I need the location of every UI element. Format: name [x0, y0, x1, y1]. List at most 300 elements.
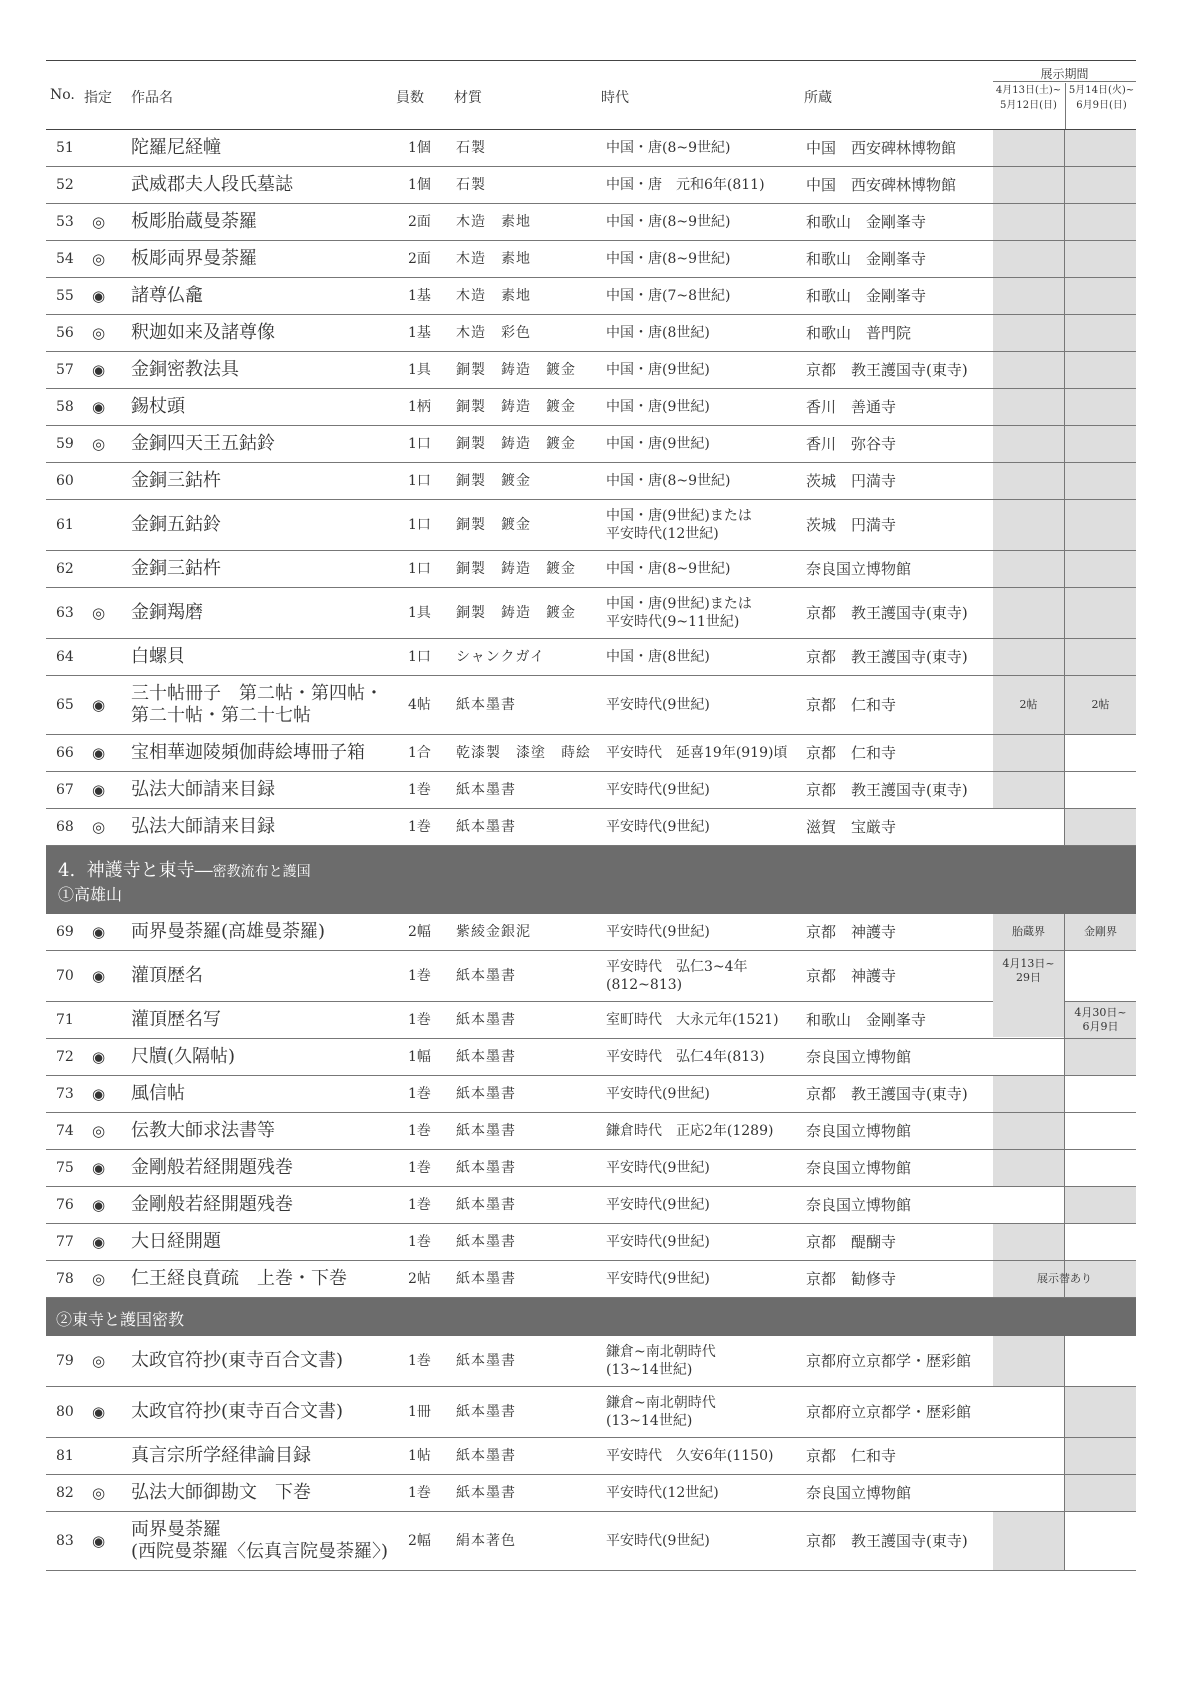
table-row — [46, 588, 1136, 639]
item-title: 宝相華迦陵頻伽蒔絵塼冊子箱 — [131, 742, 365, 763]
table-row — [46, 1002, 1136, 1039]
item-number: 55 — [56, 288, 74, 304]
item-number: 70 — [56, 968, 74, 984]
subsection-toji — [46, 1298, 1136, 1336]
item-owner: 京都 教王護国寺(東寺) — [806, 648, 968, 666]
item-quantity: 1巻 — [408, 1234, 431, 1250]
designation-mark: ◎ — [92, 604, 106, 622]
display-shading — [1065, 1475, 1136, 1511]
item-period: 中国・唐(9世紀)または 平安時代(12世紀) — [606, 508, 752, 542]
item-quantity: 1口 — [408, 436, 431, 452]
item-title: 弘法大師御勘文 下巻 — [131, 1482, 311, 1503]
display-shading — [993, 1150, 1064, 1186]
designation-mark: ◎ — [92, 1270, 106, 1288]
item-title: 釈迦如来及諸尊像 — [131, 322, 275, 343]
item-owner: 奈良国立博物館 — [806, 1159, 912, 1177]
table-row — [46, 1187, 1136, 1224]
table-row — [46, 1150, 1136, 1187]
item-title: 武威郡夫人段氏墓誌 — [131, 174, 293, 195]
header-title: 作品名 — [131, 90, 173, 106]
item-period: 平安時代(9世紀) — [606, 1160, 710, 1176]
item-number: 64 — [56, 649, 74, 665]
table-row — [46, 426, 1136, 463]
item-owner: 茨城 円満寺 — [806, 516, 897, 534]
item-owner: 京都 神護寺 — [806, 967, 897, 985]
display-note-first: 4月13日~ 29日 — [1002, 957, 1055, 984]
item-title: 三十帖冊子 第二帖・第四帖・ 第二十帖・第二十七帖 — [131, 683, 383, 726]
item-quantity: 1幅 — [408, 1049, 431, 1065]
item-owner: 京都 教王護国寺(東寺) — [806, 604, 968, 622]
table-row — [46, 463, 1136, 500]
table-row — [46, 352, 1136, 389]
item-material: 石製 — [456, 140, 486, 156]
item-material: 乾漆製 漆塗 蒔絵 — [456, 745, 591, 761]
designation-mark: ◉ — [92, 923, 106, 941]
item-material: 石製 — [456, 177, 486, 193]
item-title: 金銅四天王五鈷鈴 — [131, 433, 275, 454]
item-material: 紙本墨書 — [456, 1234, 516, 1250]
item-period: 平安時代(9世紀) — [606, 1533, 710, 1549]
table-row — [46, 1224, 1136, 1261]
table-row — [46, 951, 1136, 1002]
table-row — [46, 809, 1136, 846]
table-row — [46, 914, 1136, 951]
item-quantity: 1口 — [408, 473, 431, 489]
item-number: 68 — [56, 819, 74, 835]
designation-mark: ◉ — [92, 1233, 106, 1251]
subsection-toji-label: ②東寺と護国密教 — [56, 1310, 185, 1329]
item-title: 錫杖頭 — [131, 396, 185, 417]
item-number: 67 — [56, 782, 74, 798]
item-owner: 京都 仁和寺 — [806, 1447, 897, 1465]
display-period-second: 5月14日(火)~ 6月9日(日) — [1065, 83, 1137, 129]
item-number: 69 — [56, 924, 74, 940]
item-owner: 奈良国立博物館 — [806, 1196, 912, 1214]
item-title: 諸尊仏龕 — [131, 285, 203, 306]
item-material: 紙本墨書 — [456, 1485, 516, 1501]
header-owner: 所蔵 — [804, 90, 832, 106]
item-title: 板彫両界曼荼羅 — [131, 248, 257, 269]
item-quantity: 1基 — [408, 325, 431, 341]
item-material: 紫綾金銀泥 — [456, 924, 531, 940]
item-quantity: 1巻 — [408, 819, 431, 835]
item-material: 銅製 鋳造 鍍金 — [456, 605, 576, 621]
item-period: 平安時代(9世紀) — [606, 1197, 710, 1213]
item-owner: 京都 勧修寺 — [806, 1270, 897, 1288]
item-quantity: 2幅 — [408, 924, 431, 940]
item-period: 中国・唐(9世紀)または 平安時代(9~11世紀) — [606, 596, 752, 630]
item-number: 59 — [56, 436, 74, 452]
table-row — [46, 1076, 1136, 1113]
item-material: 紙本墨書 — [456, 1012, 516, 1028]
item-owner: 香川 弥谷寺 — [806, 435, 897, 453]
display-shading — [993, 1113, 1064, 1149]
item-material: 紙本墨書 — [456, 1448, 516, 1464]
item-number: 56 — [56, 325, 74, 341]
designation-mark: ◎ — [92, 1122, 106, 1140]
table-row — [46, 1113, 1136, 1150]
item-title: 太政官符抄(東寺百合文書) — [131, 1401, 344, 1422]
item-number: 66 — [56, 745, 74, 761]
item-period: 中国・唐(9世紀) — [606, 399, 710, 415]
item-owner: 奈良国立博物館 — [806, 1122, 912, 1140]
item-period: 中国・唐(8世紀) — [606, 649, 710, 665]
item-owner: 和歌山 普門院 — [806, 324, 912, 342]
item-quantity: 4帖 — [408, 697, 431, 713]
table-header — [46, 60, 1136, 130]
item-title: 灌頂歴名写 — [131, 1009, 221, 1030]
item-number: 65 — [56, 697, 74, 713]
item-title: 大日経開題 — [131, 1231, 221, 1252]
item-quantity: 1具 — [408, 605, 431, 621]
designation-mark: ◎ — [92, 1484, 106, 1502]
item-owner: 和歌山 金剛峯寺 — [806, 250, 927, 268]
section-number: 4. — [58, 860, 76, 881]
item-period: 鎌倉~南北朝時代 (13~14世紀) — [606, 1395, 716, 1429]
item-title: 白螺貝 — [131, 646, 185, 667]
designation-mark: ◎ — [92, 435, 106, 453]
section-dash: ― — [194, 860, 213, 881]
item-quantity: 1巻 — [408, 1012, 431, 1028]
item-title: 真言宗所学経律論目録 — [131, 1445, 311, 1466]
header-quantity: 員数 — [396, 90, 424, 106]
display-note-second: 4月30日~ 6月9日 — [1074, 1006, 1127, 1033]
item-owner: 奈良国立博物館 — [806, 560, 912, 578]
item-quantity: 1巻 — [408, 1086, 431, 1102]
item-period: 平安時代(9世紀) — [606, 819, 710, 835]
item-material: シャンクガイ — [456, 649, 546, 665]
item-quantity: 1巻 — [408, 1197, 431, 1213]
item-quantity: 1巻 — [408, 782, 431, 798]
item-title: 両界曼荼羅 (西院曼荼羅〈伝真言院曼荼羅〉) — [131, 1519, 389, 1562]
item-number: 81 — [56, 1448, 74, 1464]
item-period: 鎌倉~南北朝時代 (13~14世紀) — [606, 1344, 716, 1378]
item-owner: 京都 仁和寺 — [806, 744, 897, 762]
designation-mark: ◉ — [92, 1159, 106, 1177]
item-period: 中国・唐(9世紀) — [606, 436, 710, 452]
item-title: 尺牘(久隔帖) — [131, 1046, 236, 1067]
item-quantity: 2帖 — [408, 1271, 431, 1287]
designation-mark: ◉ — [92, 696, 106, 714]
item-material: 紙本墨書 — [456, 1271, 516, 1287]
item-title: 金銅三鈷杵 — [131, 470, 221, 491]
item-owner: 香川 善通寺 — [806, 398, 897, 416]
designation-mark: ◉ — [92, 1196, 106, 1214]
item-material: 紙本墨書 — [456, 968, 516, 984]
section-header-4 — [46, 846, 1136, 914]
table-row — [46, 1039, 1136, 1076]
designation-mark: ◎ — [92, 250, 106, 268]
item-quantity: 1口 — [408, 561, 431, 577]
item-quantity: 1口 — [408, 649, 431, 665]
table-row — [46, 772, 1136, 809]
item-number: 54 — [56, 251, 74, 267]
item-owner: 滋賀 宝厳寺 — [806, 818, 897, 836]
display-note-second: 金剛界 — [1084, 925, 1117, 938]
item-period: 中国・唐(8~9世紀) — [606, 140, 731, 156]
item-material: 木造 素地 — [456, 251, 531, 267]
item-quantity: 1巻 — [408, 1485, 431, 1501]
display-note-second: 2帖 — [1091, 698, 1110, 711]
exhibit-list-page — [46, 60, 1136, 1571]
table-row — [46, 1475, 1136, 1512]
item-number: 51 — [56, 140, 74, 156]
section-title: 神護寺と東寺 — [86, 860, 195, 881]
item-number: 53 — [56, 214, 74, 230]
item-owner: 京都 教王護国寺(東寺) — [806, 361, 968, 379]
item-number: 79 — [56, 1353, 74, 1369]
display-shading — [1065, 1039, 1136, 1075]
item-quantity: 1帖 — [408, 1448, 431, 1464]
item-period: 中国・唐(8~9世紀) — [606, 214, 731, 230]
table-row — [46, 204, 1136, 241]
item-number: 80 — [56, 1404, 74, 1420]
rows-group-a — [46, 130, 1136, 846]
item-material: 紙本墨書 — [456, 1086, 516, 1102]
item-material: 銅製 鋳造 鍍金 — [456, 436, 576, 452]
item-material: 木造 素地 — [456, 214, 531, 230]
designation-mark: ◎ — [92, 324, 106, 342]
item-material: 紙本墨書 — [456, 697, 516, 713]
item-number: 63 — [56, 605, 74, 621]
item-title: 陀羅尼経幢 — [131, 137, 221, 158]
item-period: 中国・唐(8~9世紀) — [606, 561, 731, 577]
designation-mark: ◉ — [92, 287, 106, 305]
item-number: 73 — [56, 1086, 74, 1102]
item-title: 金剛般若経開題残巻 — [131, 1194, 293, 1215]
table-row — [46, 1261, 1136, 1298]
display-shading — [1065, 1187, 1136, 1223]
display-shading — [993, 1336, 1064, 1386]
item-owner: 奈良国立博物館 — [806, 1484, 912, 1502]
item-owner: 京都 教王護国寺(東寺) — [806, 1532, 968, 1550]
item-quantity: 1巻 — [408, 968, 431, 984]
item-material: 紙本墨書 — [456, 782, 516, 798]
item-quantity: 1巻 — [408, 1123, 431, 1139]
item-owner: 和歌山 金剛峯寺 — [806, 1011, 927, 1029]
item-material: 紙本墨書 — [456, 1049, 516, 1065]
header-no: No. — [50, 87, 75, 103]
display-shading — [1065, 1438, 1136, 1474]
display-note-first: 胎蔵界 — [1012, 925, 1045, 938]
item-number: 72 — [56, 1049, 74, 1065]
header-period: 時代 — [601, 90, 629, 106]
item-period: 鎌倉時代 正応2年(1289) — [606, 1123, 774, 1139]
item-number: 58 — [56, 399, 74, 415]
table-row — [46, 551, 1136, 588]
item-number: 76 — [56, 1197, 74, 1213]
item-owner: 京都 神護寺 — [806, 923, 897, 941]
item-number: 82 — [56, 1485, 74, 1501]
item-owner: 京都 仁和寺 — [806, 696, 897, 714]
table-row — [46, 735, 1136, 772]
display-shading — [1065, 1387, 1136, 1437]
item-title: 弘法大師請来目録 — [131, 816, 275, 837]
item-owner: 京都 教王護国寺(東寺) — [806, 781, 968, 799]
table-row — [46, 1336, 1136, 1387]
item-quantity: 1個 — [408, 140, 431, 156]
item-quantity: 1基 — [408, 288, 431, 304]
item-period: 中国・唐(7~8世紀) — [606, 288, 731, 304]
table-row — [46, 676, 1136, 735]
item-number: 75 — [56, 1160, 74, 1176]
designation-mark: ◉ — [92, 781, 106, 799]
designation-mark: ◉ — [92, 1403, 106, 1421]
designation-mark: ◎ — [92, 818, 106, 836]
item-quantity: 1冊 — [408, 1404, 431, 1420]
display-note-first: 2帖 — [1019, 698, 1038, 711]
item-period: 平安時代(12世紀) — [606, 1485, 719, 1501]
item-title: 弘法大師請来目録 — [131, 779, 275, 800]
item-number: 62 — [56, 561, 74, 577]
item-number: 57 — [56, 362, 74, 378]
item-quantity: 2幅 — [408, 1533, 431, 1549]
table-row — [46, 130, 1136, 167]
display-shading — [1065, 809, 1136, 845]
item-material: 銅製 鋳造 鍍金 — [456, 561, 576, 577]
designation-mark: ◉ — [92, 744, 106, 762]
item-title: 風信帖 — [131, 1083, 185, 1104]
item-material: 紙本墨書 — [456, 1160, 516, 1176]
designation-mark: ◉ — [92, 1532, 106, 1550]
item-material: 木造 素地 — [456, 288, 531, 304]
display-period-header — [993, 61, 1136, 129]
designation-mark: ◎ — [92, 213, 106, 231]
table-row — [46, 1438, 1136, 1475]
item-material: 銅製 鍍金 — [456, 473, 531, 489]
item-material: 紙本墨書 — [456, 819, 516, 835]
item-period: 中国・唐(9世紀) — [606, 362, 710, 378]
item-title: 両界曼荼羅(高雄曼荼羅) — [131, 921, 326, 942]
item-period: 平安時代 延喜19年(919)頃 — [606, 745, 788, 761]
table-row — [46, 500, 1136, 551]
item-owner: 茨城 円満寺 — [806, 472, 897, 490]
table-row — [46, 241, 1136, 278]
item-quantity: 1具 — [408, 362, 431, 378]
rows-group-c — [46, 1336, 1136, 1571]
item-number: 77 — [56, 1234, 74, 1250]
item-title: 金銅羯磨 — [131, 602, 203, 623]
item-title: 金銅三鈷杵 — [131, 558, 221, 579]
item-owner: 和歌山 金剛峯寺 — [806, 287, 927, 305]
item-number: 78 — [56, 1271, 74, 1287]
item-number: 74 — [56, 1123, 74, 1139]
designation-mark: ◉ — [92, 1085, 106, 1103]
table-row — [46, 1387, 1136, 1438]
item-quantity: 1合 — [408, 745, 431, 761]
item-owner: 京都府立京都学・歴彩館 — [806, 1352, 972, 1370]
table-row — [46, 315, 1136, 352]
table-row — [46, 167, 1136, 204]
item-period: 平安時代(9世紀) — [606, 1234, 710, 1250]
display-period-first: 4月13日(土)~ 5月12日(日) — [995, 85, 1062, 111]
item-number: 60 — [56, 473, 74, 489]
table-row — [46, 389, 1136, 426]
item-period: 平安時代 弘仁4年(813) — [606, 1049, 765, 1065]
item-period: 室町時代 大永元年(1521) — [606, 1012, 779, 1028]
item-title: 伝教大師求法書等 — [131, 1120, 275, 1141]
header-material: 材質 — [454, 90, 482, 106]
item-title: 金銅五鈷鈴 — [131, 514, 221, 535]
designation-mark: ◉ — [92, 1048, 106, 1066]
item-material: 紙本墨書 — [456, 1353, 516, 1369]
item-owner: 中国 西安碑林博物館 — [806, 176, 957, 194]
section-4-title — [58, 856, 311, 882]
item-owner: 京都 醍醐寺 — [806, 1233, 897, 1251]
section-subtitle: 密教流布と護国 — [212, 864, 311, 880]
display-shading — [993, 1076, 1064, 1112]
item-title: 仁王経良賁疏 上巻・下巻 — [131, 1268, 347, 1289]
designation-mark: ◉ — [92, 967, 106, 985]
display-shading — [993, 1512, 1064, 1570]
item-quantity: 1巻 — [408, 1160, 431, 1176]
item-material: 木造 彩色 — [456, 325, 531, 341]
item-period: 平安時代 弘仁3~4年 (812~813) — [606, 959, 748, 993]
item-title: 金銅密教法具 — [131, 359, 239, 380]
subsection-takaosan: ①高雄山 — [58, 885, 123, 904]
item-period: 中国・唐(8世紀) — [606, 325, 710, 341]
item-title: 太政官符抄(東寺百合文書) — [131, 1350, 344, 1371]
rows-group-b — [46, 914, 1136, 1298]
item-quantity: 1個 — [408, 177, 431, 193]
item-period: 平安時代(9世紀) — [606, 1086, 710, 1102]
item-period: 中国・唐(8~9世紀) — [606, 251, 731, 267]
designation-mark: ◉ — [92, 361, 106, 379]
item-material: 銅製 鋳造 鍍金 — [456, 362, 576, 378]
item-material: 紙本墨書 — [456, 1197, 516, 1213]
display-note-both: 展示替あり — [1037, 1272, 1092, 1285]
item-quantity: 1柄 — [408, 399, 431, 415]
item-material: 銅製 鋳造 鍍金 — [456, 399, 576, 415]
display-shading — [993, 735, 1064, 771]
table-row — [46, 278, 1136, 315]
item-owner: 京都 教王護国寺(東寺) — [806, 1085, 968, 1103]
item-owner: 京都府立京都学・歴彩館 — [806, 1403, 972, 1421]
item-owner: 和歌山 金剛峯寺 — [806, 213, 927, 231]
item-title: 金剛般若経開題残巻 — [131, 1157, 293, 1178]
item-quantity: 2面 — [408, 214, 431, 230]
designation-mark: ◎ — [92, 1352, 106, 1370]
header-designation: 指定 — [84, 90, 112, 106]
item-period: 平安時代(9世紀) — [606, 697, 710, 713]
item-owner: 中国 西安碑林博物館 — [806, 139, 957, 157]
item-material: 紙本墨書 — [456, 1123, 516, 1139]
table-row — [46, 639, 1136, 676]
item-title: 板彫胎蔵曼荼羅 — [131, 211, 257, 232]
item-period: 中国・唐(8~9世紀) — [606, 473, 731, 489]
item-title: 灌頂歴名 — [131, 965, 203, 986]
item-number: 52 — [56, 177, 74, 193]
table-row — [46, 1512, 1136, 1571]
item-period: 平安時代(9世紀) — [606, 1271, 710, 1287]
item-quantity: 2面 — [408, 251, 431, 267]
item-quantity: 1口 — [408, 517, 431, 533]
item-material: 銅製 鍍金 — [456, 517, 531, 533]
item-material: 紙本墨書 — [456, 1404, 516, 1420]
item-material: 絹本著色 — [456, 1533, 516, 1549]
item-period: 平安時代(9世紀) — [606, 782, 710, 798]
item-number: 83 — [56, 1533, 74, 1549]
item-period: 平安時代 久安6年(1150) — [606, 1448, 774, 1464]
item-period: 中国・唐 元和6年(811) — [606, 177, 765, 193]
designation-mark: ◉ — [92, 398, 106, 416]
display-shading — [993, 1224, 1064, 1260]
item-quantity: 1巻 — [408, 1353, 431, 1369]
display-shading — [993, 772, 1064, 808]
item-number: 71 — [56, 1012, 74, 1028]
display-period-title: 展示期間 — [1040, 67, 1089, 81]
item-owner: 奈良国立博物館 — [806, 1048, 912, 1066]
